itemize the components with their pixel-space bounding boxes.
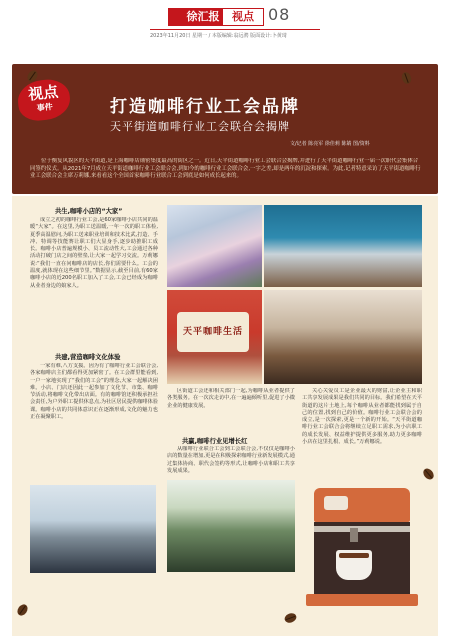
section-title-gongying: 共赢,咖啡行业见增长红: [182, 438, 248, 445]
dateline: 2023年11月20日 星期一 / 本版编辑:翁远骋 版面设计:卜黄琦: [150, 33, 287, 39]
masthead-rule: [150, 29, 320, 30]
article-paragraph: 关心关爱员工是企业最大的财富,让企业主和职工共享发展成果是我们共同的目标。我们希望在天平街道的这片土地上,每个咖啡从业者都能找到属于自己的位置,找到自己的价值。咖啡行业工会联合会的成立,是一次探索,更是一个新的开始。“天平街道咖啡行业工会联合会将继续立足职工需求,为小店职工的成长发展、权益维护提供更多服务,助力更多咖啡小店在这里扎根、成长。”万莉娜说。: [302, 388, 422, 446]
section-title-gongsheng: 共生,咖啡小店的“大家”: [55, 208, 123, 215]
article-paragraph: 区街道工会还和相关部门一起,为咖啡从业者提供了各类服务。在一次次走访中,在一遍遍倾听里,促进了小微企业的健康发展。: [167, 388, 295, 409]
cafe-interior-photo: [264, 290, 422, 384]
page-number: 08: [268, 5, 291, 24]
ceremony-stage-photo: [167, 480, 295, 572]
machine-bar: [314, 526, 410, 532]
coffee-machine-illustration: [306, 488, 418, 618]
badge-line1: 视点: [27, 82, 60, 104]
flower-display-photo: [167, 205, 262, 287]
article-paragraph: 一家有难,八方支援。因为有了咖啡行业工会联合会,各家咖啡店主们都看得更加紧密了。在工会群里能看到,一户一家地实现了“我们的工会”的理念,大家一起解决困难。小店、门店还因此一起参加了文化节、市集、咖啡节活动,将咖啡文化带出店面。有的咖啡馆还积极承担社会责任,为户外职工提供休息点,为社区居民提供咖啡体验课。咖啡小店的共同体意识正在逐渐形成,文化的魅力也正在凝聚职工。: [30, 363, 158, 421]
byline: 文/记者 陈亮军 徐佳莉 陈婧 图/资料: [290, 141, 370, 147]
union-signage-photo: [264, 205, 422, 287]
article-paragraph: 从咖啡行业联合工会到工会联合会,不仅仅是咖啡小店的数量在增加,更是在积极探索咖啡行业新发展模式,通过集体协商、职代会签约等形式,让咖啡小店和职工共享发展成果。: [167, 446, 295, 474]
badge-line2: 事件: [36, 101, 54, 113]
subheadline: 天平街道咖啡行业工会联合会揭牌: [110, 120, 290, 133]
group-photo: [30, 485, 156, 573]
headline: 打造咖啡行业工会品牌: [110, 97, 300, 117]
coffee-cup-icon: [336, 550, 372, 580]
masthead: [0, 0, 450, 58]
red-wall-photo: [167, 290, 262, 384]
section-title-gongjian: 共建,营造咖啡文化体验: [55, 354, 121, 361]
article-paragraph: 成立之初的咖啡行业工会,是60家咖啡小店共同的温暖“大家”。在这里,为职工送温暖,一年一次的职工体检,夏季高温慰问,为职工送来职业培训和技术比武,打造、手冲、特调等技能赛让职工们大显身手,逐步助推职工成长。咖啡小店普遍规模小、员工流动性大,工会通过各种活动打破门店之间的壁垒,让大家一起学习交流。万莉娜说:“我们一直在问咖啡店的店长,你们需要什么。工会的温度,就体现在这些细节里。”数据显示,截至目前,有60家咖啡小店的近200名职工加入了工会,工会已经成为咖啡从业者身边的娘家人。: [30, 217, 158, 289]
machine-base: [306, 594, 418, 606]
section-name: 视点: [222, 8, 264, 26]
machine-top: [314, 488, 410, 522]
lede-paragraph: 位于衡复风貌区的天平街道,是上海咖啡店铺密集度最高的街区之一。近日,天平街道咖啡行业工会联合会揭牌,并进行了天平街道咖啡行业一届一次职代会集体合同签约仪式。从2021年7月成立天平街道咖啡行业工会联合会,到如今的咖啡行业工会联合会,一字之差,却是两年的沉淀和探索。为此,记者特意采访了天平街道咖啡行业工会联合会主席万莉娜,来看看这个全国首家咖啡行业联合工会到底是如何成长起来的。: [30, 158, 421, 180]
machine-nozzle: [350, 528, 358, 542]
brand-name: 徐汇报: [186, 10, 220, 23]
wall-sign-text: 天平咖啡生活: [177, 312, 249, 352]
